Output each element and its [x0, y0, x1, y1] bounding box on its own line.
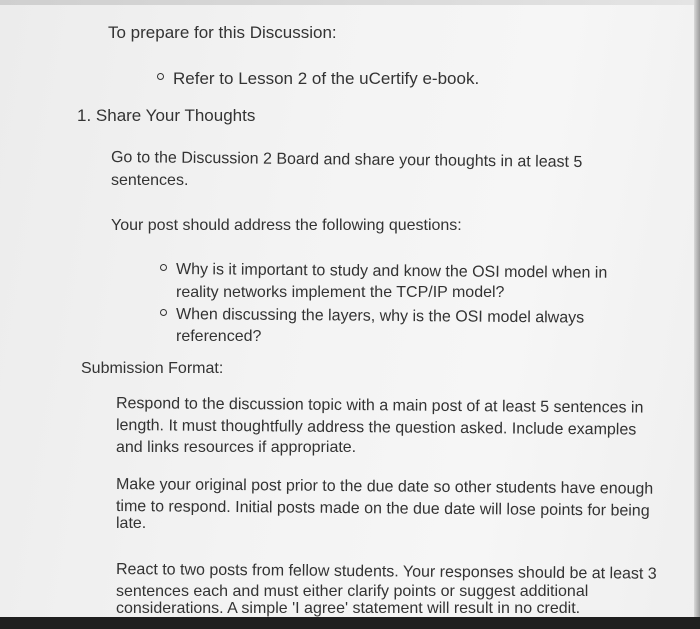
bullet-icon — [160, 309, 167, 316]
submission-heading: Submission Format: — [81, 360, 224, 377]
questions-intro: Your post should address the following questions: — [111, 217, 462, 234]
bullet-icon — [160, 264, 167, 271]
prep-item: Refer to Lesson 2 of the uCertify e-book. — [173, 69, 480, 88]
paragraph-line: sentences each and must either clarify points or suggest additional — [116, 583, 589, 600]
paragraph-line: time to respond. Initial posts made on the due date will lose points for being — [115, 498, 650, 520]
bottom-edge — [0, 617, 700, 629]
paragraph-line: considerations. A simple 'I agree' statement will result in no credit. — [116, 600, 581, 617]
paragraph-line: Respond to the discussion topic with a main post of at least 5 sentences in — [115, 395, 644, 417]
bullet-icon — [157, 73, 164, 80]
paragraph-line: React to two posts from fellow students. Your responses should be at least 3 — [115, 561, 657, 583]
paragraph-line: Make your original post prior to the due date so other students have enough — [115, 476, 654, 498]
intro-text: To prepare for this Discussion: — [108, 23, 337, 42]
question-line: reality networks implement the TCP/IP model? — [176, 284, 505, 301]
instruction-line: Go to the Discussion 2 Board and share your thoughts in at least 5 — [110, 149, 583, 171]
instruction-line: sentences. — [111, 172, 189, 189]
paragraph-line: length. It must thoughtfully address the question asked. Include examples — [115, 417, 637, 439]
paragraph-line: late. — [116, 515, 147, 532]
section1-heading: 1. Share Your Thoughts — [77, 106, 256, 125]
right-edge — [694, 0, 700, 629]
question-line: When discussing the layers, why is the OSI model always — [175, 306, 585, 327]
paragraph-line: and links resources if appropriate. — [116, 439, 357, 456]
top-edge — [0, 0, 700, 5]
question-line: Why is it important to study and know the OSI model when in — [175, 261, 608, 282]
question-line: referenced? — [176, 328, 262, 345]
